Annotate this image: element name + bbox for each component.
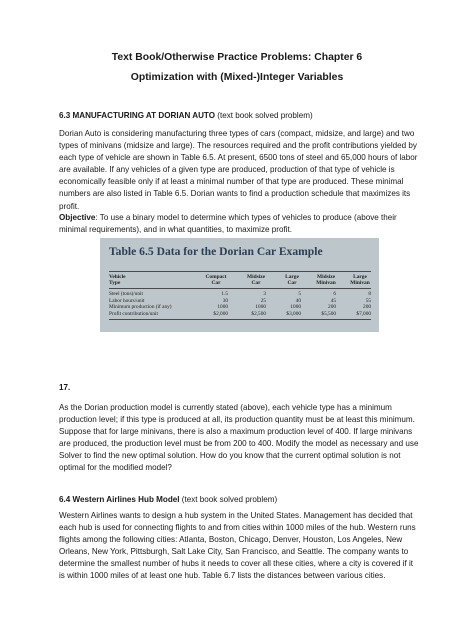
table-cell: $5,500 xyxy=(321,310,336,317)
header-line-1: Vehicle xyxy=(109,274,126,280)
header-line-1: Large xyxy=(353,274,367,280)
table-header-rule xyxy=(109,288,371,289)
table-header-midsize-car xyxy=(241,274,271,287)
header-line-2: Minivan xyxy=(350,280,370,287)
table-cell: 200 xyxy=(363,304,371,310)
section-6-3-heading xyxy=(59,110,419,121)
header-line-2: Car xyxy=(287,280,297,287)
document-title: Text Book/Otherwise Practice Problems: Chapter 6 xyxy=(111,52,363,63)
table-cell: $2,000 xyxy=(213,310,228,317)
objective-paragraph xyxy=(59,212,421,236)
table-cell: 1.5 xyxy=(221,291,228,297)
header-line-2: Car xyxy=(251,280,261,287)
table-cell: 40 xyxy=(295,297,301,304)
table-cell: 3 xyxy=(263,291,266,297)
section-6-4-heading-bold: 6.4 Western Airlines Hub Model xyxy=(59,495,180,504)
table-header-large-car xyxy=(277,274,307,287)
section-6-4-heading xyxy=(59,494,419,505)
table-cell: 45 xyxy=(330,297,336,304)
table-cell: 1000 xyxy=(217,304,228,310)
table-cell: 200 xyxy=(328,304,336,310)
table-cell: 55 xyxy=(365,297,371,304)
problem-17-paragraph: As the Dorian production model is currently stated (above), each vehicle type has a minimum production level; if this type is produced at all, its production quantity must be at least this minimum. Suppose that for large minivans, there is also a maximum production level of 400. If large minivans are produced, the production level must be from 200 to 400. Modify the model as necessary and use Solver to find the new optimal solution. How do you know that the current optimal solution is not optimal for the modified model? xyxy=(59,403,419,473)
table-cell: 6 xyxy=(333,291,336,297)
section-6-3-heading-bold: 6.3 MANUFACTURING AT DORIAN AUTO xyxy=(59,111,216,120)
section-6-4-paragraph: Western Airlines wants to design a hub system in the United States. Management has decided that each hub is used for connecting flights to and from cities within 1000 miles of the hub. Western runs flights among the following cities: Atlanta, Boston, Chicago, Denver, Houston, Los Angeles, New Orleans, New York, Pittsburgh, Salt Lake City, San Francisco, and Seattle. The company wants to determine the smallest number of hubs it needs to cover all these cities, where a city is covered if it is within 1000 miles of at least one hub. Table 6.7 lists the distances between various cities. xyxy=(59,511,416,581)
table-row-label: Labor hours/unit xyxy=(109,297,145,304)
header-line-2: Car xyxy=(211,280,221,287)
section-6-4-heading-note: (text book solved problem) xyxy=(179,495,278,504)
section-6-3-heading-note: (text book solved problem) xyxy=(215,111,313,120)
header-line-1: Compact xyxy=(205,274,227,280)
header-line-1: Midsize xyxy=(247,274,265,280)
table-header-compact-car xyxy=(199,274,233,287)
section-6-3-paragraph: Dorian Auto is considering manufacturing three types of cars (compact, midsize, and large) and two types of minivans (midsize and large). The resources required and the profit contributions yielded by each type of vehicle are shown in Table 6.5. At present, 6500 tons of steel and 65,000 hours of labor are available. If any vehicles of a given type are produced, production of that type of vehicle is economically feasible only if at least a minimal number of that type are produced. These minimal numbers are also listed in Table 6.5. Dorian wants to find a production schedule that maximizes its profit. xyxy=(59,129,418,211)
table-cell: 30 xyxy=(222,297,228,304)
problem-number xyxy=(59,382,419,393)
table-cell: 1000 xyxy=(290,304,301,310)
table-cell: 1000 xyxy=(255,304,266,310)
objective-label: Objective xyxy=(59,213,96,222)
table-row-label: Minimum production (if any) xyxy=(109,304,172,310)
header-line-1: Large xyxy=(285,274,299,280)
header-line-2: Type xyxy=(109,280,121,287)
table-top-rule xyxy=(109,271,371,272)
table-cell: 8 xyxy=(368,291,371,297)
table-title: Table 6.5 Data for the Dorian Car Example xyxy=(109,245,323,258)
table-cell: 5 xyxy=(298,291,301,297)
problem-number-label: 17. xyxy=(59,383,71,392)
header-line-2: Minivan xyxy=(316,280,336,287)
table-cell: $2,500 xyxy=(251,310,266,317)
table-header-vehicle-type xyxy=(109,274,149,287)
table-cell: 25 xyxy=(260,297,266,304)
table-6-5-figure xyxy=(100,238,379,332)
table-cell: $7,000 xyxy=(356,310,371,317)
table-header-midsize-minivan xyxy=(309,274,343,287)
document-subtitle: Optimization with (Mixed-)Integer Variables xyxy=(130,72,344,83)
table-row-label: Profit contribution/unit xyxy=(109,310,158,317)
table-row-label: Steel (tons)/unit xyxy=(109,291,143,297)
objective-text: : To use a binary model to determine which types of vehicles to produce (above their minimal requirements), and in what quantities, to maximize profit. xyxy=(59,213,397,235)
table-header-large-minivan xyxy=(343,274,377,287)
table-bottom-rule xyxy=(109,319,371,320)
table-cell: $3,000 xyxy=(286,310,301,317)
header-line-1: Midsize xyxy=(317,274,335,280)
